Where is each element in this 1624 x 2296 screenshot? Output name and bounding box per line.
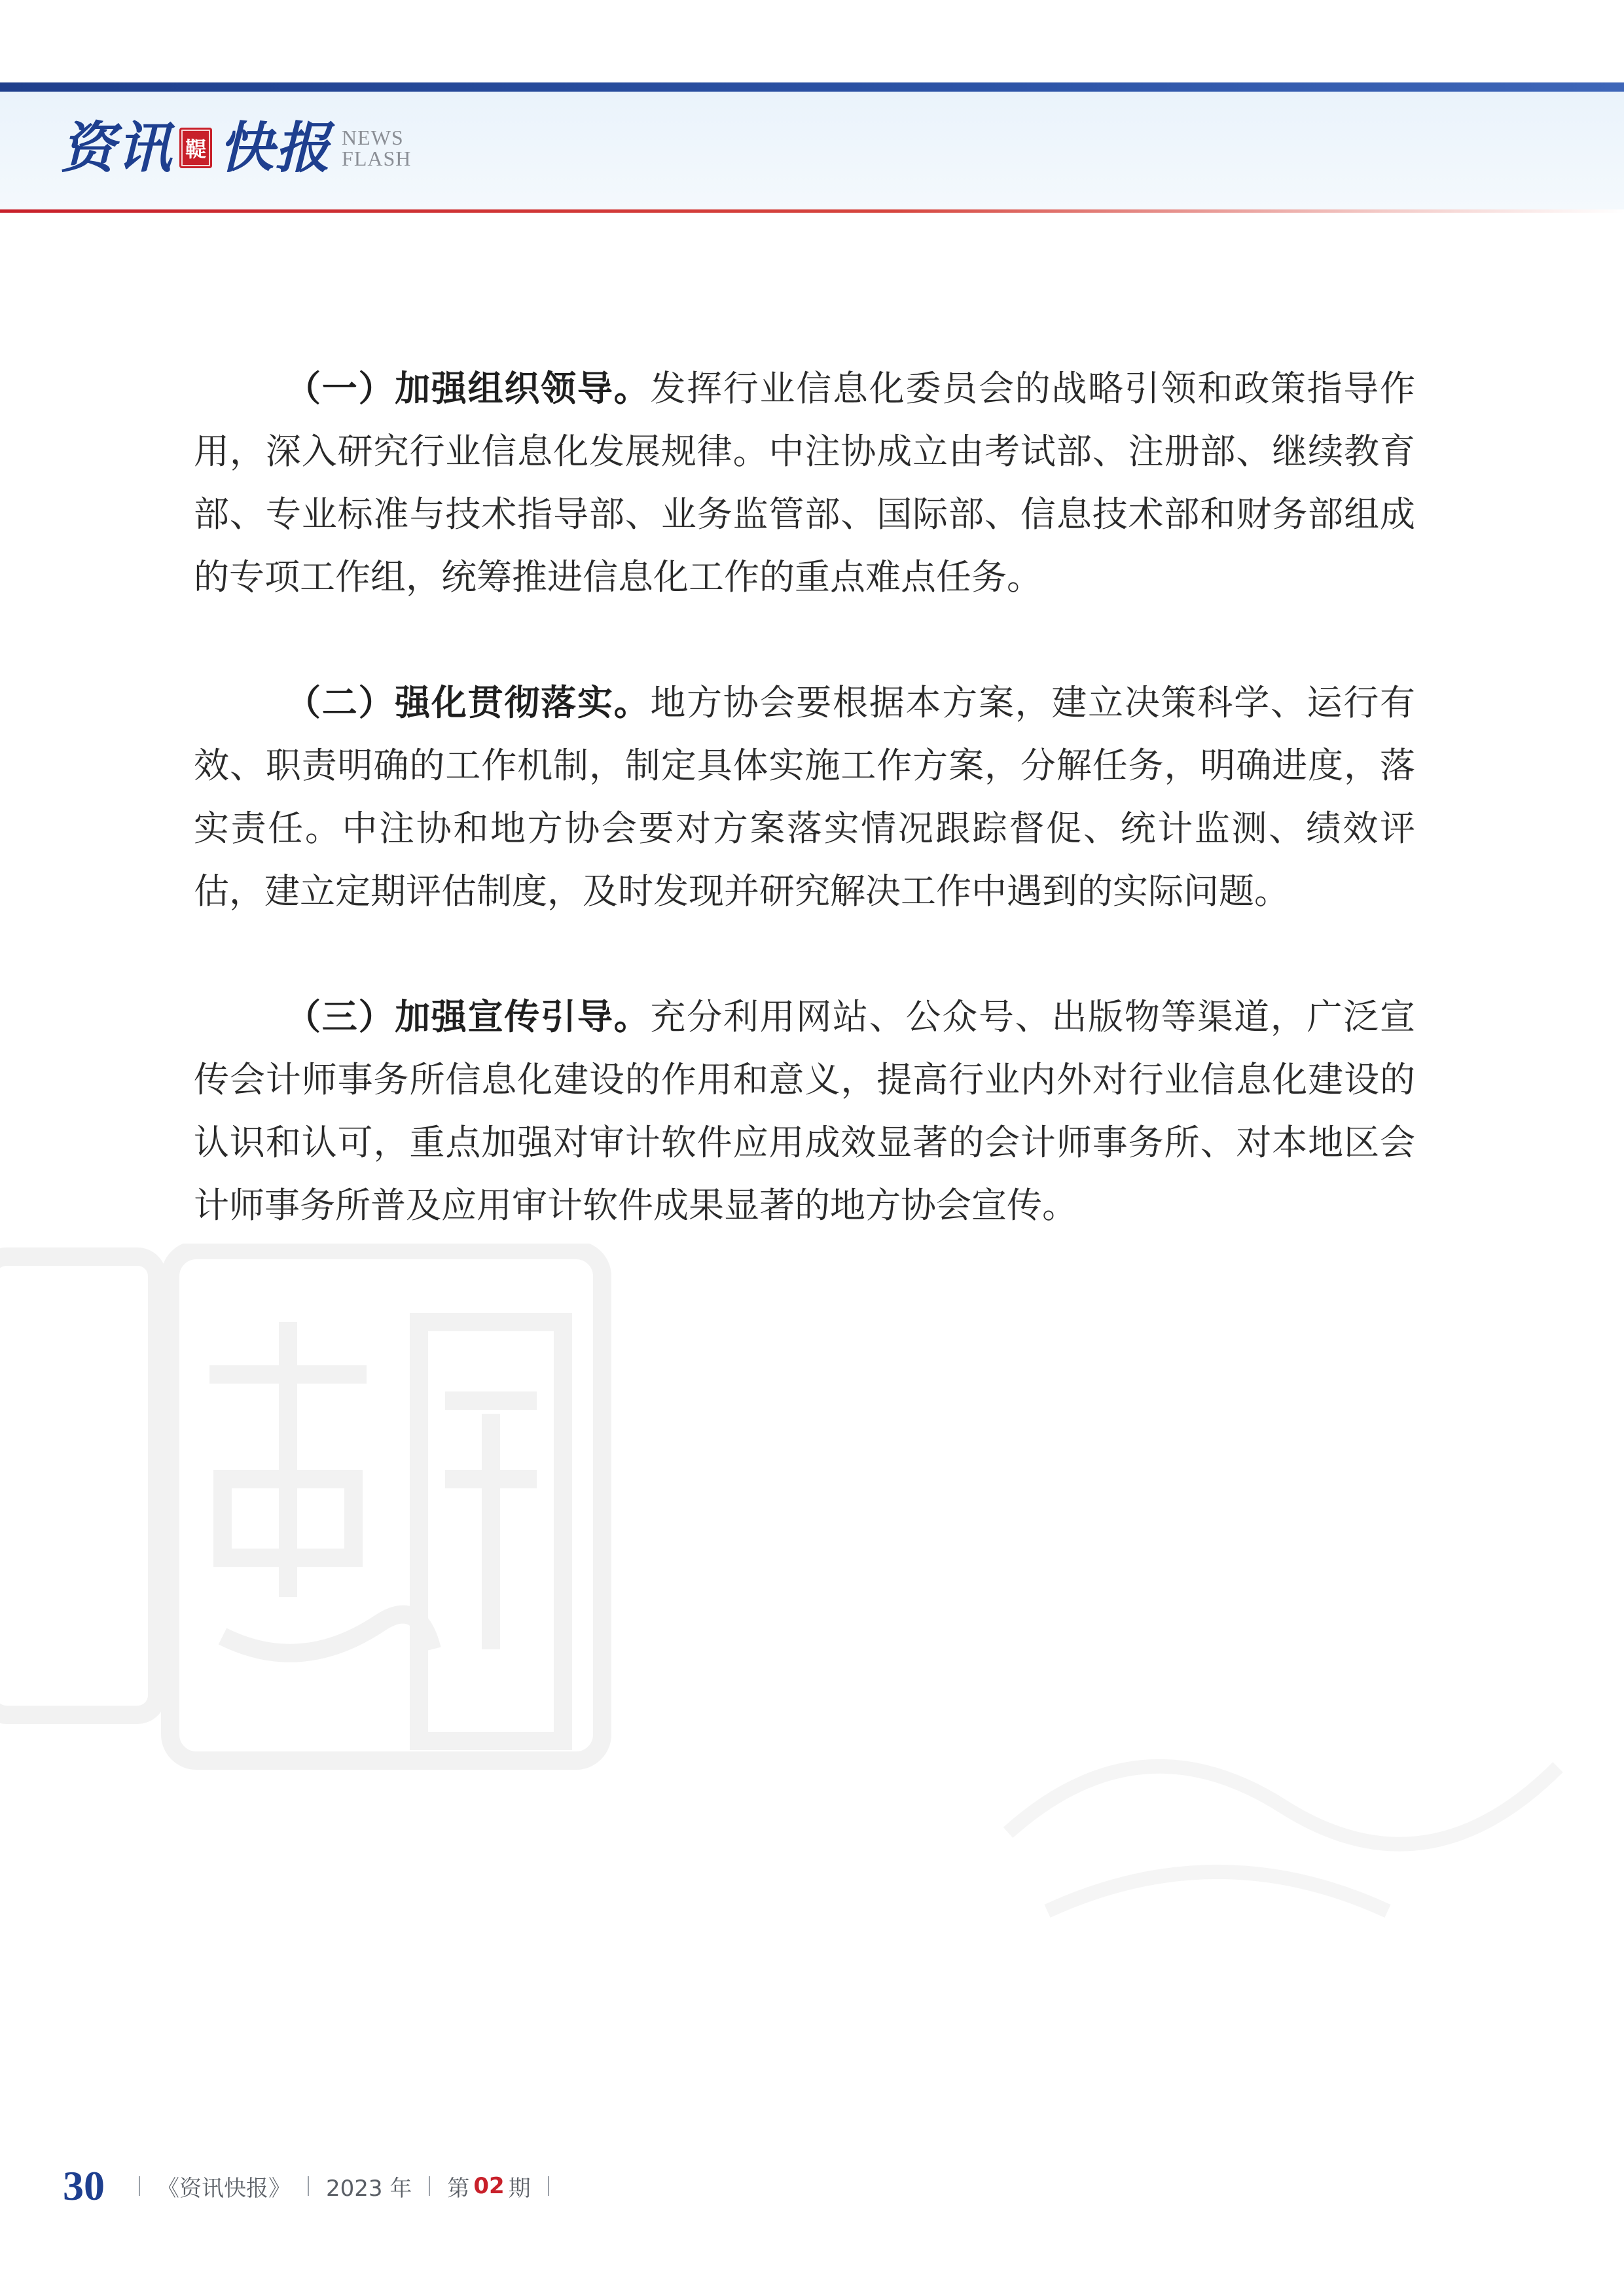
section-heading-3: （三）加强宣传引导。 <box>285 996 651 1037</box>
footer-divider <box>139 2176 140 2196</box>
masthead-english <box>342 127 411 169</box>
issue-suffix: 期 <box>508 2175 531 2202</box>
header-accent-line <box>0 209 1624 213</box>
footer-divider <box>308 2176 309 2196</box>
masthead <box>60 109 411 187</box>
section-text-3: 充分利用网站、公众号、出版物等渠道，广泛宣传会计师事务所信息化建设的作用和意义，提高行业内外对行业信息化建设的认识和认可，重点加强对审计软件应用成效显著的会计师事务所、对本地区会计师事务所普及应用审计软件成果显著的地方协会宣传。 <box>194 996 1416 1226</box>
seal-logo: 鞮 <box>179 128 212 168</box>
masthead-title-right: 快报 <box>219 115 332 180</box>
article-body <box>194 357 1415 1300</box>
page-number: 30 <box>63 2162 105 2209</box>
section-text-2: 地方协会要根据本方案，建立决策科学、运行有效、职责明确的工作机制，制定具体实施工作方案，分解任务，明确进度，落实责任。中注协和地方协会要对方案落实情况跟踪督促、统计监测、绩效评估，建立定期评估制度，及时发现并研究解决工作中遇到的实际问题。 <box>194 682 1416 912</box>
section-text-1: 发挥行业信息化委员会的战略引领和政策指导作用，深入研究行业信息化发展规律。中注协成立由考试部、注册部、继续教育部、专业标准与技术指导部、业务监管部、国际部、信息技术部和财务部组成的专项工作组，统筹推进信息化工作的重点难点任务。 <box>194 368 1416 598</box>
publication-year: 2023 年 <box>326 2175 412 2202</box>
footer-divider <box>548 2176 549 2196</box>
issue-prefix: 第 <box>447 2175 470 2202</box>
section-paragraph-3 <box>194 986 1415 1237</box>
seal-watermark <box>0 1244 799 1833</box>
publication-name: 《资讯快报》 <box>157 2175 291 2202</box>
section-heading-2: （二）强化贯彻落实。 <box>285 682 651 723</box>
section-heading-1: （一）加强组织领导。 <box>285 368 651 409</box>
background-texture <box>982 1636 1571 1964</box>
masthead-en-line2: FLASH <box>342 147 412 170</box>
header-top-rule <box>0 82 1624 92</box>
page-footer <box>63 2160 566 2212</box>
section-paragraph-1 <box>194 357 1415 609</box>
issue-number: 02 <box>473 2173 505 2199</box>
masthead-en-line1: NEWS <box>342 126 404 149</box>
footer-divider <box>429 2176 430 2196</box>
masthead-title-left: 资讯 <box>60 115 173 180</box>
section-paragraph-2 <box>194 672 1415 923</box>
